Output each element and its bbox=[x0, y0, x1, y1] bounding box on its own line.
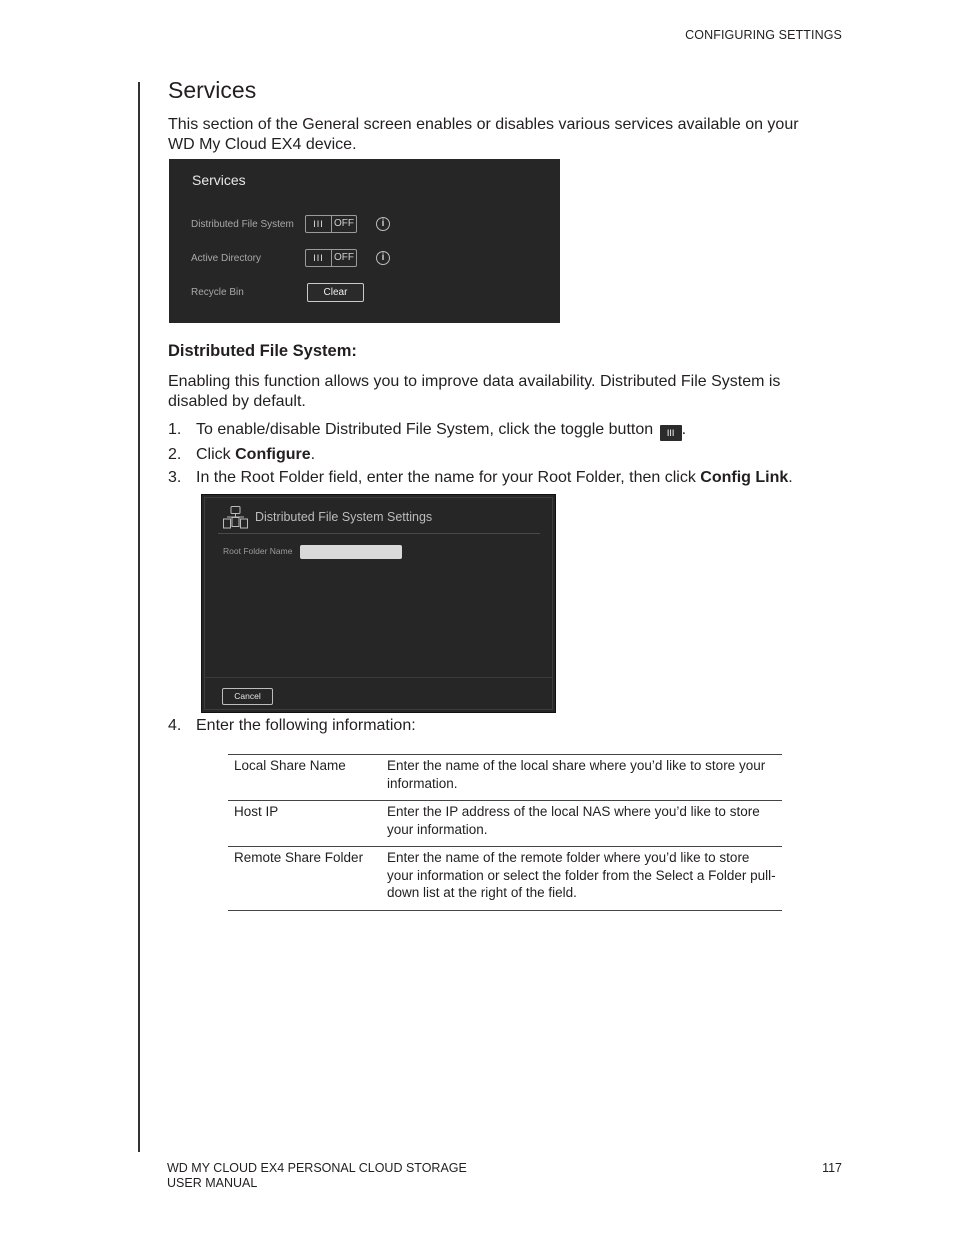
step-3 bbox=[168, 468, 793, 488]
field-description: Enter the name of the remote folder where you’d like to store your information or select the folder from the Select a Folder pull-down list at the right of the field. bbox=[387, 850, 776, 900]
dfs-settings-dialog-screenshot bbox=[201, 494, 556, 713]
toggle-bars-icon: III bbox=[306, 216, 332, 232]
field-name: Host IP bbox=[234, 804, 279, 819]
info-icon[interactable]: i bbox=[376, 217, 390, 231]
cancel-button[interactable]: Cancel bbox=[222, 688, 273, 705]
step-end: . bbox=[310, 446, 316, 463]
info-icon[interactable]: i bbox=[376, 251, 390, 265]
footer-line-2: USER MANUAL bbox=[167, 1176, 258, 1190]
step-number: 4. bbox=[168, 717, 182, 734]
step-end: . bbox=[681, 421, 687, 438]
step-text: Click bbox=[196, 446, 236, 463]
field-name: Local Share Name bbox=[234, 758, 346, 773]
field-description: Enter the name of the local share where you’d like to store your information. bbox=[387, 758, 766, 791]
step-1 bbox=[168, 420, 686, 441]
dfs-description: Enabling this function allows you to improve data availability. Distributed File System is disabled by default. bbox=[168, 373, 781, 410]
root-folder-label: Root Folder Name bbox=[223, 546, 293, 556]
services-panel-screenshot bbox=[169, 159, 560, 323]
field-description: Enter the IP address of the local NAS where you’d like to store your information. bbox=[387, 804, 760, 837]
step-text: In the Root Folder field, enter the name for your Root Folder, then click bbox=[196, 469, 701, 486]
footer-title bbox=[167, 1161, 467, 1191]
toggle-bars-icon: III bbox=[306, 250, 332, 266]
table-row bbox=[228, 755, 782, 801]
step-end: . bbox=[788, 469, 793, 486]
step-number: 1. bbox=[168, 421, 182, 438]
step-2 bbox=[168, 445, 315, 465]
active-directory-toggle[interactable] bbox=[305, 249, 357, 267]
toggle-button-icon: III bbox=[660, 425, 682, 441]
field-name: Remote Share Folder bbox=[234, 850, 364, 865]
dfs-toggle[interactable] bbox=[305, 215, 357, 233]
step-text: Enter the following information: bbox=[196, 717, 416, 734]
page-number: 117 bbox=[822, 1161, 842, 1175]
table-row bbox=[228, 801, 782, 847]
dfs-heading: Distributed File System: bbox=[168, 342, 357, 360]
clear-button[interactable]: Clear bbox=[307, 283, 364, 302]
root-folder-input[interactable] bbox=[300, 545, 402, 559]
step-4 bbox=[168, 716, 416, 736]
margin-rule bbox=[138, 82, 140, 1152]
divider bbox=[204, 677, 553, 678]
toggle-state: OFF bbox=[334, 252, 354, 263]
network-folders-icon bbox=[222, 505, 250, 531]
toggle-state: OFF bbox=[334, 218, 354, 229]
section-title: Services bbox=[168, 77, 257, 103]
dialog-title: Distributed File System Settings bbox=[255, 510, 433, 524]
table-row bbox=[228, 847, 782, 911]
step-emphasis: Configure bbox=[235, 446, 311, 463]
recycle-bin-label: Recycle Bin bbox=[191, 287, 244, 298]
running-header: CONFIGURING SETTINGS bbox=[685, 28, 842, 42]
step-number: 3. bbox=[168, 469, 182, 486]
footer-line-1: WD MY CLOUD EX4 PERSONAL CLOUD STORAGE bbox=[167, 1161, 467, 1175]
services-panel-title: Services bbox=[192, 172, 246, 188]
step-text: To enable/disable Distributed File System, click the toggle button bbox=[196, 421, 654, 438]
divider bbox=[218, 533, 540, 534]
step-number: 2. bbox=[168, 446, 182, 463]
intro-paragraph: This section of the General screen enables or disables various services available on your WD My Cloud EX4 device. bbox=[168, 116, 799, 153]
active-directory-label: Active Directory bbox=[191, 253, 262, 264]
field-info-table bbox=[228, 754, 782, 911]
step-emphasis: Config Link bbox=[700, 469, 789, 486]
dfs-service-label: Distributed File System bbox=[191, 219, 294, 230]
